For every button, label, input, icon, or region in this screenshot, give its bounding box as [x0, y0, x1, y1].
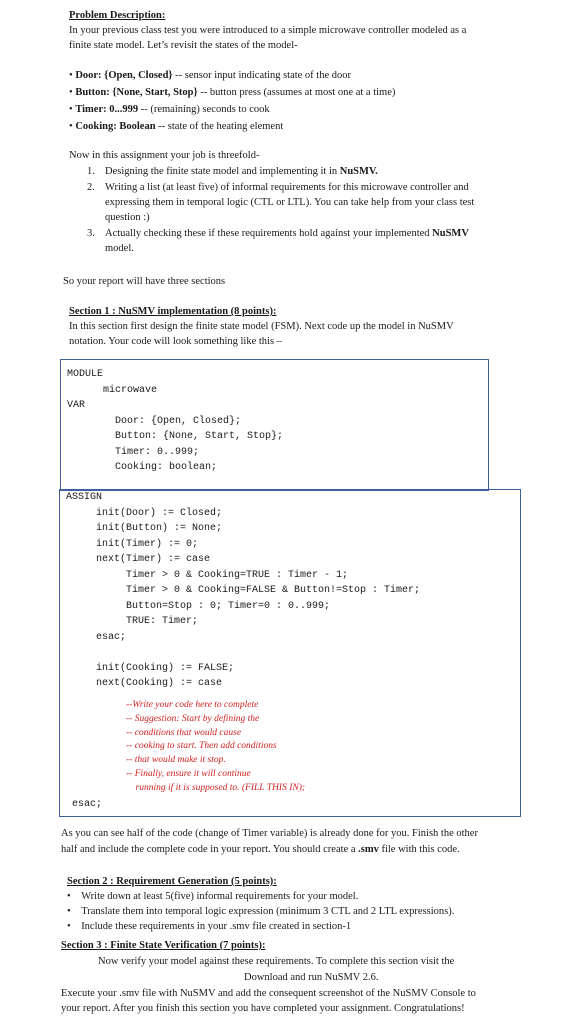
task-item-2: 2. Writing a list (at least five) of informal requirements for this microwave controller and expressing them in temporal logic (CTL or LTL). You can take help from your class test question :)	[87, 182, 475, 223]
code-box-assign	[59, 489, 521, 817]
code-box-var	[60, 359, 489, 491]
state-item-door: • Door: {Open, Closed} -- sensor input indicating state of the door	[69, 70, 352, 81]
task-intro: Now in this assignment your job is threefold-	[69, 150, 260, 161]
section1-para-2: notation. Your code will look something like this –	[69, 336, 282, 347]
section2-heading: Section 2 : Requirement Generation (5 points):	[67, 876, 277, 887]
section1-para-1: In this section first design the finite state model (FSM). Next code up the model in NuSMV	[69, 321, 454, 332]
section2-item: • Translate them into temporal logic expression (minimum 3 CTL and 2 LTL expressions).	[67, 906, 455, 917]
state-item-cooking: • Cooking: Boolean -- state of the heating element	[69, 121, 284, 132]
section3-para-3: Execute your .smv file with NuSMV and add the consequent screenshot of the NuSMV Console to	[61, 988, 476, 999]
code-esac: esac;	[72, 799, 103, 810]
problem-heading: Problem Description:	[69, 10, 166, 21]
section3-para-2: Download and run NuSMV 2.6.	[244, 972, 379, 983]
intro-line-1: In your previous class test you were introduced to a simple microwave controller modeled as a	[69, 25, 467, 36]
state-item-button: • Button: {None, Start, Stop} -- button press (assumes at most one at a time)	[69, 87, 396, 98]
section2-list	[67, 889, 454, 934]
section2-item: • Write down at least 5(five) informal requirements for your model.	[67, 891, 359, 902]
intro-line-2: finite state model. Let’s revisit the states of the model-	[69, 40, 298, 51]
section3-para-1: Now verify your model against these requirements. To complete this section visit the	[98, 956, 455, 967]
task-item-1: 1. Designing the finite state model and implementing it in NuSMV.	[87, 166, 378, 177]
task-item-3: 3. Actually checking these if these requirements hold against your implemented NuSMV model.	[87, 228, 469, 254]
states-list	[69, 68, 395, 136]
state-item-timer: • Timer: 0...999 -- (remaining) seconds to cook	[69, 104, 270, 115]
section2-item: • Include these requirements in your .smv file created in section-1	[67, 921, 352, 932]
code-fill-in-comment: --Write your code here to complete -- Suggestion: Start by defining the -- conditions that would cause -- cooking to start. Then add conditions -- that would make it stop. -- Finally, ensure it will continue running if it is supposed to. (FILL THIS IN);	[126, 700, 306, 793]
tasks-list	[87, 164, 527, 256]
section1-after-1: As you can see half of the code (change of Timer variable) is already done for you. Finish the other	[61, 828, 478, 839]
section3-para-4: your report. After you finish this section you have completed your assignment. Congratulations!	[61, 1003, 465, 1014]
code-assign-block: ASSIGN init(Door) := Closed; init(Button) := None; init(Timer) := 0; next(Timer) := case Timer > 0 & Cooking=TRUE : Timer - 1; Timer > 0 & Cooking=FALSE & Button!=Stop : Timer; Button=Stop : 0; Timer=0 : 0..999; TRUE: Timer; esac; init(Cooking) := FALSE; next(Cooking) := case	[66, 492, 421, 689]
section1-after-2: half and include the complete code in your report. You should create a .smv file with this code.	[61, 844, 460, 855]
code-var-block: MODULE microwave VAR Door: {Open, Closed}; Button: {None, Start, Stop}; Timer: 0..999; Cooking: boolean;	[67, 369, 284, 473]
section3-heading: Section 3 : Finite State Verification (7 points):	[61, 940, 266, 951]
section1-heading: Section 1 : NuSMV implementation (8 points):	[69, 306, 277, 317]
sections-note: So your report will have three sections	[63, 276, 226, 287]
